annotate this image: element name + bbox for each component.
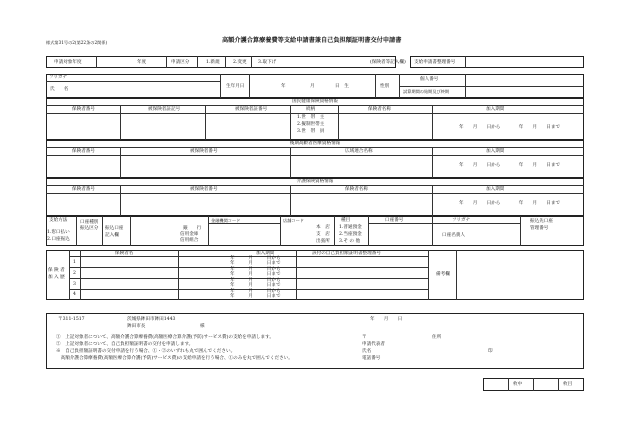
method-label: 支給方法: [49, 218, 68, 223]
insurer-fill-label: (保険者等記入欄): [370, 60, 406, 65]
applicant-zip-label: 〒: [362, 335, 367, 340]
year-suffix: 年度: [137, 60, 147, 65]
history-row-4-from: 年 月 日から: [230, 289, 281, 294]
sex-label: 性別: [380, 84, 390, 89]
ins-card-symbol-header: 被保険者証記号: [148, 107, 181, 112]
history-period-header: 加入期間: [256, 251, 275, 256]
form-title: 高額介護合算療養費等支給申請書兼自己負担額証明書交付申請書: [222, 37, 402, 44]
ins-card-no-header: 被保険者証番号: [235, 107, 268, 112]
period-label: 申請対象年度: [54, 60, 82, 65]
relation-option-member[interactable]: 3.世 帯 員: [297, 129, 325, 134]
care-period-header: 加入期間: [486, 187, 505, 192]
history-row-2-to: 年 月 日まで: [230, 272, 281, 277]
holder-furigana-label: フリガナ: [452, 218, 471, 223]
history-side-label-1: 保 険 者: [48, 268, 65, 273]
eld-union-header: 広域連合名称: [345, 149, 373, 154]
history-row-4-no: 4: [73, 292, 76, 297]
care-period-text: 年 月 日から 年 月 日まで: [459, 201, 561, 206]
name-label: 氏 名: [50, 87, 69, 92]
kind-option-change[interactable]: 2.変更: [233, 60, 247, 65]
history-row-3-no: 3: [73, 282, 76, 287]
history-row-3-from: 年 月 日から: [230, 278, 281, 283]
method-option-window[interactable]: 1.窓口払い: [47, 230, 70, 235]
kind-option-withdraw[interactable]: 3.取下げ: [258, 60, 277, 65]
bank-row: [46, 216, 584, 246]
history-row-2-no: 2: [73, 271, 76, 276]
branch-code-label: 店舗コード: [283, 218, 304, 223]
care-card-no-header: 被保険者番号: [190, 187, 218, 192]
history-row-1-no: 1: [73, 260, 76, 265]
note-3: ※ 自己負担額証明書の交付申請を行う場合、①・②のいずれも丸で囲んでください。: [56, 349, 236, 354]
history-row-1-to: 年 月 日まで: [230, 261, 281, 266]
office-address: 茨城県鉾田市鉾田1443: [127, 317, 176, 322]
eld-period-text: 年 月 日から 年 月 日まで: [459, 163, 561, 168]
branch-sub[interactable]: 支 店: [316, 232, 330, 237]
family-history-box: [46, 250, 584, 300]
bank-code-label: 金融機関コード: [211, 218, 241, 223]
applicant-label: 申請代表者: [362, 342, 385, 347]
history-row-3-to: 年 月 日まで: [230, 283, 281, 288]
account-no-label: 口座番号: [385, 218, 404, 223]
application-date: 年 月 日: [370, 317, 403, 322]
relation-option-head[interactable]: 1.世 帯 主: [297, 115, 325, 120]
care-section-title: 介護保険資格情報: [296, 179, 334, 184]
applicant-name-label: 氏名: [362, 349, 372, 354]
birth-day: 日 生: [335, 84, 349, 89]
postal-code: 〒311-1517: [58, 317, 85, 322]
kind-label: 種目: [341, 218, 351, 223]
seal-mark: 印: [488, 349, 493, 354]
phone-label: 電話番号: [362, 356, 381, 361]
kind-option-new[interactable]: 1.新規: [206, 60, 220, 65]
effective-label: 試算期間の始期及び終期: [403, 89, 450, 94]
class-label: 口座種別: [80, 220, 99, 225]
history-row-1-from: 年 月 日から: [230, 256, 281, 261]
bank-type-shinkin[interactable]: 信用金庫: [180, 232, 199, 237]
class-sub: 振込区分: [80, 226, 99, 231]
relation-option-proxy[interactable]: 2.擬制世帯主: [297, 122, 325, 127]
history-cert-header: 該付の自己負担額証明書整理番号: [312, 251, 381, 256]
ins-insurer-name-header: 保険者名称: [368, 107, 391, 112]
check-sub: 管理番号: [530, 226, 549, 231]
birth-month: 月: [310, 84, 315, 89]
history-side-label-2: 加 入 歴: [48, 275, 65, 280]
history-insurer-header: 保険者名: [115, 251, 134, 256]
mayor-label: 鉾田市長: [127, 324, 146, 329]
eld-period-header: 加入期間: [486, 149, 505, 154]
method-option-transfer[interactable]: 2.口座振込: [47, 237, 70, 242]
furigana-label: フリガナ: [49, 75, 68, 80]
check-label: 振込先口座: [530, 219, 553, 224]
care-insurer-no-header: 保険者番号: [72, 187, 95, 192]
ins-period-text: 年 月 日から 年 月 日まで: [459, 125, 561, 130]
top-row-box: [46, 56, 396, 68]
page-current-label: 枚目: [563, 382, 573, 387]
kind-label: 申請区分: [171, 60, 190, 65]
care-insurer-name-header: 保険者名称: [345, 187, 368, 192]
page-total-label: 枚中: [513, 382, 523, 387]
member-no-label: 個人番号: [420, 77, 439, 82]
kind-option-current[interactable]: 2.当座預金: [339, 232, 362, 237]
branch-main[interactable]: 本 店: [316, 225, 330, 230]
note-2[interactable]: ② 上記対象者について、自己負担額証明書の交付を申請します。: [56, 342, 194, 347]
insurance-section-title: 国民健康保険資格情報: [292, 99, 338, 104]
birth-label: 生年月日: [226, 84, 245, 89]
kind-option-ordinary[interactable]: 1.普通預金: [339, 225, 362, 230]
fill-label: 振込口座: [105, 226, 124, 231]
ins-insurer-no-header: 保険者番号: [72, 107, 95, 112]
bank-type-shinkumi[interactable]: 信用組合: [180, 238, 199, 243]
fill-sub: 記入欄: [105, 233, 119, 238]
eld-card-no-header: 被保険者番号: [190, 149, 218, 154]
applicant-addr-label: 住所: [432, 335, 442, 340]
kind-option-other[interactable]: 3.そ の 他: [339, 239, 361, 244]
note-4: 高額介護合算療養費(高額医療合算介護(予防)サービス費)の支給申請を行う場合、①のみを丸で囲んでください。: [56, 356, 293, 361]
ins-relation-header: 続柄: [306, 107, 316, 112]
elderly-section-title: 後期高齢者医療資格情報: [289, 141, 341, 146]
eld-insurer-no-header: 保険者番号: [72, 149, 95, 154]
note-1[interactable]: ① 上記対象者について、高額介護合算療養費(高額医療合算介護(予防)サービス費)の支給を申請します。: [56, 335, 274, 340]
branch-office[interactable]: 出張所: [316, 239, 330, 244]
form-number: 様式第31号の2(第22条の2関係): [46, 40, 108, 45]
holder-label: 口座名義人: [442, 233, 465, 238]
honorific: 様: [200, 324, 205, 329]
payment-no-label: 支給申請書整理番号: [414, 60, 456, 65]
history-row-4-to: 年 月 日まで: [230, 294, 281, 299]
birth-year: 年: [281, 84, 286, 89]
bank-type-bank[interactable]: 銀 行: [183, 226, 202, 231]
remarks-label: 備考欄: [436, 272, 450, 277]
history-row-2-from: 年 月 日から: [230, 267, 281, 272]
ins-period-header: 加入期間: [486, 107, 505, 112]
